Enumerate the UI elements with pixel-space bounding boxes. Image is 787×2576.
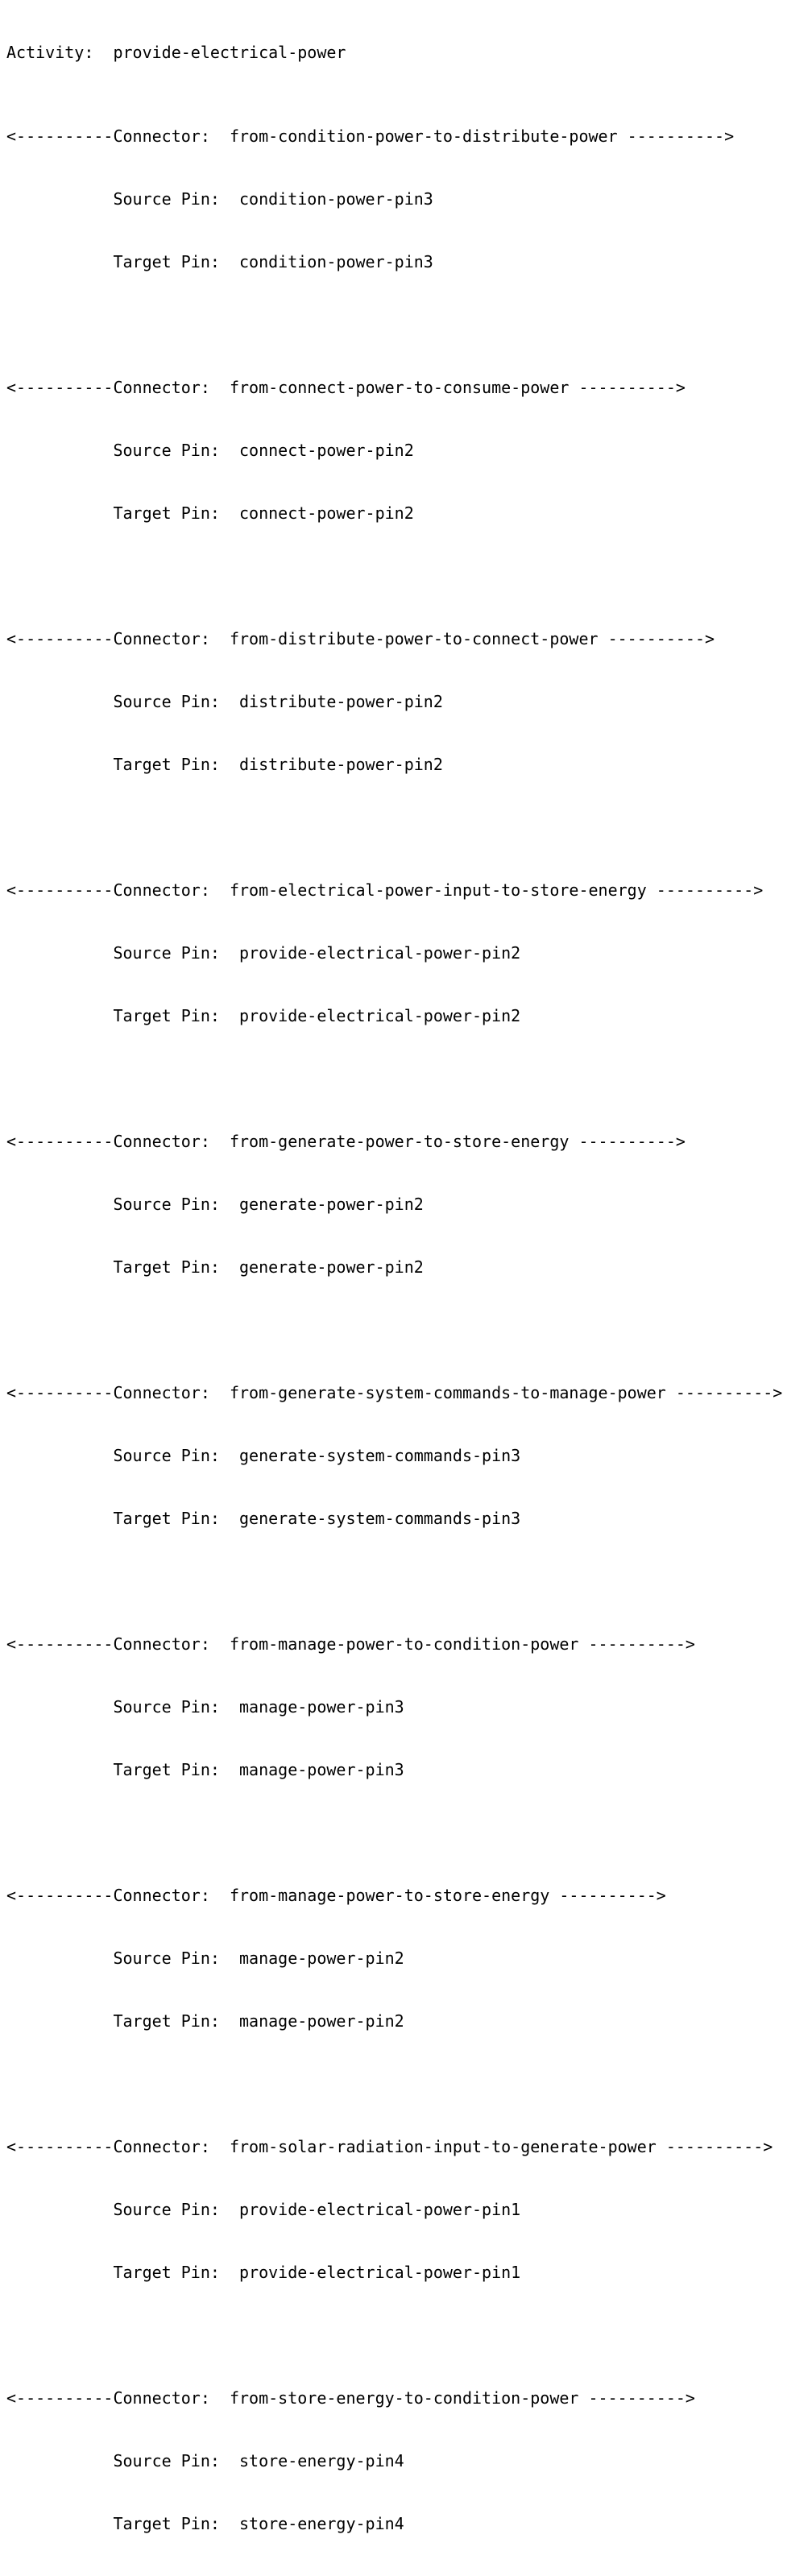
connector-label: Connector: bbox=[113, 880, 210, 900]
connector-block bbox=[6, 1089, 782, 1340]
connector-name: from-solar-radiation-input-to-generate-power bbox=[229, 2137, 657, 2156]
source-pin-line bbox=[6, 440, 782, 461]
connector-label: Connector: bbox=[113, 2388, 210, 2408]
arrow-right: ----------> bbox=[675, 1383, 783, 1402]
source-pin-label: Source Pin: bbox=[113, 1446, 220, 1465]
source-pin-value: distribute-power-pin2 bbox=[239, 692, 443, 711]
connector-block bbox=[6, 2094, 782, 2346]
arrow-right: ----------> bbox=[588, 1634, 695, 1654]
connector-label: Connector: bbox=[113, 378, 210, 397]
target-pin-label: Target Pin: bbox=[113, 2011, 220, 2031]
connector-name: from-distribute-power-to-connect-power bbox=[229, 629, 599, 648]
source-pin-label: Source Pin: bbox=[113, 441, 220, 460]
source-pin-label: Source Pin: bbox=[113, 943, 220, 963]
target-pin-line bbox=[6, 2513, 782, 2534]
activity-name: provide-electrical-power bbox=[113, 43, 346, 62]
source-pin-label: Source Pin: bbox=[113, 1697, 220, 1717]
source-pin-label: Source Pin: bbox=[113, 692, 220, 711]
target-pin-line bbox=[6, 754, 782, 775]
target-pin-line bbox=[6, 1257, 782, 1278]
blank-line bbox=[6, 817, 782, 838]
arrow-left: <---------- bbox=[6, 378, 114, 397]
connector-block bbox=[6, 1843, 782, 2094]
source-pin-line bbox=[6, 2450, 782, 2471]
connector-block bbox=[6, 838, 782, 1089]
target-pin-label: Target Pin: bbox=[113, 2263, 220, 2282]
target-pin-label: Target Pin: bbox=[113, 1006, 220, 1025]
connector-line bbox=[6, 377, 782, 398]
connector-block bbox=[6, 1340, 782, 1592]
target-pin-line bbox=[6, 1005, 782, 1026]
blank-line bbox=[6, 2325, 782, 2346]
target-pin-label: Target Pin: bbox=[113, 1257, 220, 1277]
source-pin-line bbox=[6, 1445, 782, 1466]
activity-line bbox=[6, 42, 782, 63]
target-pin-line bbox=[6, 251, 782, 272]
source-pin-label: Source Pin: bbox=[113, 1195, 220, 1214]
source-pin-label: Source Pin: bbox=[113, 2200, 220, 2219]
blank-line bbox=[6, 1822, 782, 1843]
target-pin-line bbox=[6, 1508, 782, 1529]
connector-name: from-manage-power-to-store-energy bbox=[229, 1886, 550, 1905]
arrow-right: ----------> bbox=[559, 1886, 666, 1905]
connector-label: Connector: bbox=[113, 1634, 210, 1654]
target-pin-value: provide-electrical-power-pin2 bbox=[239, 1006, 521, 1025]
source-pin-line bbox=[6, 2199, 782, 2220]
arrow-right: ----------> bbox=[578, 378, 686, 397]
connector-label: Connector: bbox=[113, 629, 210, 648]
connector-label: Connector: bbox=[113, 1383, 210, 1402]
arrow-right: ----------> bbox=[656, 880, 764, 900]
source-pin-value: manage-power-pin2 bbox=[239, 1949, 404, 1968]
source-pin-value: store-energy-pin4 bbox=[239, 2451, 404, 2470]
connector-block bbox=[6, 2346, 782, 2576]
arrow-left: <---------- bbox=[6, 1886, 114, 1905]
source-pin-value: generate-system-commands-pin3 bbox=[239, 1446, 521, 1465]
blank-line bbox=[6, 1319, 782, 1340]
source-pin-value: manage-power-pin3 bbox=[239, 1697, 404, 1717]
connector-name: from-store-energy-to-condition-power bbox=[229, 2388, 579, 2408]
source-pin-line bbox=[6, 1948, 782, 1969]
target-pin-label: Target Pin: bbox=[113, 2514, 220, 2533]
source-pin-label: Source Pin: bbox=[113, 2451, 220, 2470]
target-pin-line bbox=[6, 1759, 782, 1780]
connector-block bbox=[6, 1592, 782, 1843]
target-pin-value: generate-system-commands-pin3 bbox=[239, 1509, 521, 1528]
target-pin-line bbox=[6, 2011, 782, 2031]
arrow-left: <---------- bbox=[6, 880, 114, 900]
blank-line bbox=[6, 1571, 782, 1592]
connector-name: from-generate-power-to-store-energy bbox=[229, 1132, 570, 1151]
blank-line bbox=[6, 2073, 782, 2094]
arrow-left: <---------- bbox=[6, 126, 114, 146]
activity-label: Activity: bbox=[6, 43, 94, 62]
blank-line bbox=[6, 565, 782, 586]
target-pin-value: manage-power-pin2 bbox=[239, 2011, 404, 2031]
target-pin-label: Target Pin: bbox=[113, 1760, 220, 1779]
connector-line bbox=[6, 2388, 782, 2408]
target-pin-value: connect-power-pin2 bbox=[239, 503, 414, 523]
target-pin-label: Target Pin: bbox=[113, 1509, 220, 1528]
arrow-right: ----------> bbox=[607, 629, 715, 648]
arrow-left: <---------- bbox=[6, 629, 114, 648]
source-pin-value: provide-electrical-power-pin1 bbox=[239, 2200, 521, 2219]
source-pin-line bbox=[6, 1696, 782, 1717]
arrow-right: ----------> bbox=[665, 2137, 773, 2156]
connector-name: from-condition-power-to-distribute-power bbox=[229, 126, 618, 146]
target-pin-value: distribute-power-pin2 bbox=[239, 755, 443, 774]
connector-line bbox=[6, 1634, 782, 1655]
target-pin-line bbox=[6, 503, 782, 524]
arrow-left: <---------- bbox=[6, 1383, 114, 1402]
connector-line bbox=[6, 126, 782, 147]
target-pin-value: condition-power-pin3 bbox=[239, 252, 433, 271]
source-pin-line bbox=[6, 1194, 782, 1215]
target-pin-label: Target Pin: bbox=[113, 252, 220, 271]
blank-line bbox=[6, 314, 782, 335]
connector-name: from-connect-power-to-consume-power bbox=[229, 378, 570, 397]
source-pin-value: generate-power-pin2 bbox=[239, 1195, 424, 1214]
arrow-right: ----------> bbox=[588, 2388, 695, 2408]
console-output bbox=[6, 0, 782, 2576]
connector-line bbox=[6, 2136, 782, 2157]
connector-block bbox=[6, 586, 782, 838]
arrow-right: ----------> bbox=[578, 1132, 686, 1151]
source-pin-line bbox=[6, 942, 782, 963]
connector-name: from-electrical-power-input-to-store-energy bbox=[229, 880, 647, 900]
connector-block bbox=[6, 84, 782, 335]
target-pin-label: Target Pin: bbox=[113, 755, 220, 774]
source-pin-line bbox=[6, 691, 782, 712]
connector-line bbox=[6, 1382, 782, 1403]
source-pin-value: condition-power-pin3 bbox=[239, 189, 433, 209]
connector-name: from-generate-system-commands-to-manage-power bbox=[229, 1383, 666, 1402]
connector-label: Connector: bbox=[113, 126, 210, 146]
arrow-left: <---------- bbox=[6, 2137, 114, 2156]
target-pin-value: manage-power-pin3 bbox=[239, 1760, 404, 1779]
arrow-left: <---------- bbox=[6, 2388, 114, 2408]
target-pin-line bbox=[6, 2262, 782, 2283]
connector-line bbox=[6, 1885, 782, 1906]
connector-name: from-manage-power-to-condition-power bbox=[229, 1634, 579, 1654]
blank-line bbox=[6, 1068, 782, 1089]
connector-line bbox=[6, 880, 782, 901]
arrow-right: ----------> bbox=[627, 126, 735, 146]
connector-line bbox=[6, 1131, 782, 1152]
connector-label: Connector: bbox=[113, 1886, 210, 1905]
target-pin-value: generate-power-pin2 bbox=[239, 1257, 424, 1277]
connector-label: Connector: bbox=[113, 1132, 210, 1151]
target-pin-value: provide-electrical-power-pin1 bbox=[239, 2263, 521, 2282]
connector-block bbox=[6, 335, 782, 586]
source-pin-label: Source Pin: bbox=[113, 189, 220, 209]
source-pin-value: provide-electrical-power-pin2 bbox=[239, 943, 521, 963]
target-pin-value: store-energy-pin4 bbox=[239, 2514, 404, 2533]
source-pin-line bbox=[6, 188, 782, 209]
connector-line bbox=[6, 628, 782, 649]
arrow-left: <---------- bbox=[6, 1132, 114, 1151]
arrow-left: <---------- bbox=[6, 1634, 114, 1654]
source-pin-value: connect-power-pin2 bbox=[239, 441, 414, 460]
connector-label: Connector: bbox=[113, 2137, 210, 2156]
source-pin-label: Source Pin: bbox=[113, 1949, 220, 1968]
target-pin-label: Target Pin: bbox=[113, 503, 220, 523]
